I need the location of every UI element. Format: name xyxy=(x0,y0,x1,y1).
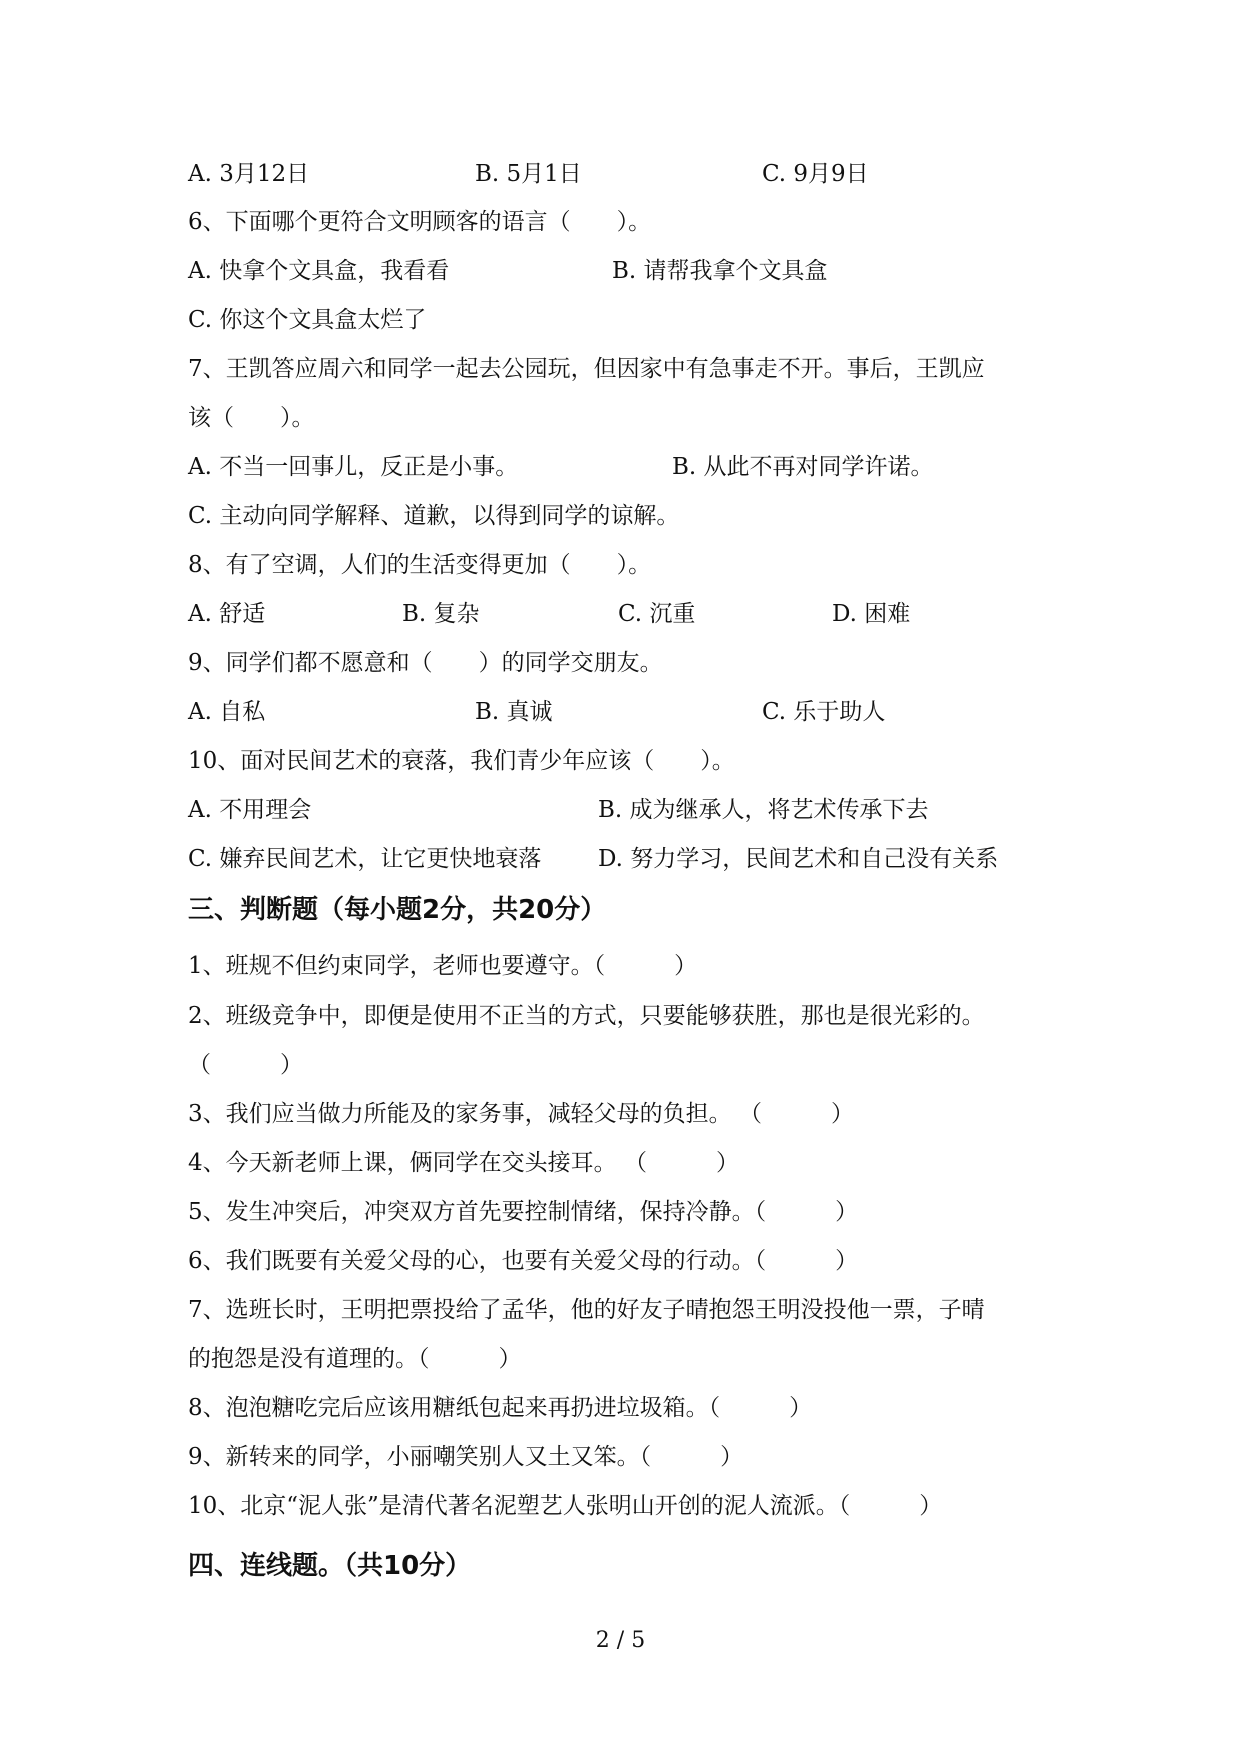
judge-item-10: 10、北京“泥人张”是清代著名泥塑艺人张明山开创的泥人流派。（ ） xyxy=(188,1493,943,1519)
q6-option-a: A. 快拿个文具盒，我看看 xyxy=(188,258,450,284)
q8-option-b: B. 复杂 xyxy=(402,601,480,627)
q9-option-b: B. 真诚 xyxy=(475,699,553,725)
q9-option-c: C. 乐于助人 xyxy=(762,699,886,725)
q6-option-c: C. 你这个文具盒太烂了 xyxy=(188,307,427,333)
judge-item-2-line1: 2、班级竞争中，即便是使用不正当的方式，只要能够获胜，那也是很光彩的。 xyxy=(188,1003,985,1029)
judge-item-1: 1、班规不但约束同学，老师也要遵守。（ ） xyxy=(188,953,698,979)
q10-option-a: A. 不用理会 xyxy=(188,797,312,823)
q8-stem: 8、有了空调，人们的生活变得更加（ ）。 xyxy=(188,552,652,578)
q9-stem: 9、同学们都不愿意和（ ）的同学交朋友。 xyxy=(188,650,663,676)
judge-item-9: 9、新转来的同学，小丽嘲笑别人又土又笨。（ ） xyxy=(188,1444,744,1470)
q10-option-d: D. 努力学习，民间艺术和自己没有关系 xyxy=(598,846,999,872)
judge-item-3: 3、我们应当做力所能及的家务事，减轻父母的负担。 （ ） xyxy=(188,1101,854,1127)
q5-option-b: B. 5月1日 xyxy=(475,161,582,187)
judge-item-6: 6、我们既要有关爱父母的心，也要有关爱父母的行动。（ ） xyxy=(188,1248,859,1274)
judge-item-7-line1: 7、选班长时，王明把票投给了孟华，他的好友子晴抱怨王明没投他一票，子晴 xyxy=(188,1297,985,1323)
q9-option-a: A. 自私 xyxy=(188,699,266,725)
judge-item-8: 8、泡泡糖吃完后应该用糖纸包起来再扔进垃圾箱。（ ） xyxy=(188,1395,813,1421)
q7-stem-line1: 7、王凯答应周六和同学一起去公园玩，但因家中有急事走不开。事后，王凯应 xyxy=(188,356,985,382)
q8-option-a: A. 舒适 xyxy=(188,601,266,627)
q6-stem: 6、下面哪个更符合文明顾客的语言（ ）。 xyxy=(188,209,652,235)
q10-stem: 10、面对民间艺术的衰落，我们青少年应该（ ）。 xyxy=(188,748,735,774)
judge-item-5: 5、发生冲突后，冲突双方首先要控制情绪，保持冷静。（ ） xyxy=(188,1199,859,1225)
judge-item-4: 4、今天新老师上课，俩同学在交头接耳。 （ ） xyxy=(188,1150,739,1176)
q10-option-b: B. 成为继承人，将艺术传承下去 xyxy=(598,797,929,823)
section-4-title: 四、连线题。（共10分） xyxy=(188,1551,472,1581)
q7-option-c: C. 主动向同学解释、道歉，以得到同学的谅解。 xyxy=(188,503,680,529)
q7-stem-line2: 该（ ）。 xyxy=(188,405,315,431)
q7-option-a: A. 不当一回事儿，反正是小事。 xyxy=(188,454,519,480)
q5-option-c: C. 9月9日 xyxy=(762,161,869,187)
q7-option-b: B. 从此不再对同学许诺。 xyxy=(672,454,934,480)
q8-option-c: C. 沉重 xyxy=(618,601,696,627)
judge-item-2-line2: （ ） xyxy=(188,1052,303,1078)
q5-option-a: A. 3月12日 xyxy=(188,161,310,187)
q8-option-d: D. 困难 xyxy=(832,601,911,627)
q6-option-b: B. 请帮我拿个文具盒 xyxy=(612,258,828,284)
page-number: 2 / 5 xyxy=(595,1628,646,1653)
judge-item-7-line2: 的抱怨是没有道理的。（ ） xyxy=(188,1346,522,1372)
q10-option-c: C. 嫌弃民间艺术，让它更快地衰落 xyxy=(188,846,542,872)
section-3-title: 三、判断题（每小题2分，共20分） xyxy=(188,895,607,925)
